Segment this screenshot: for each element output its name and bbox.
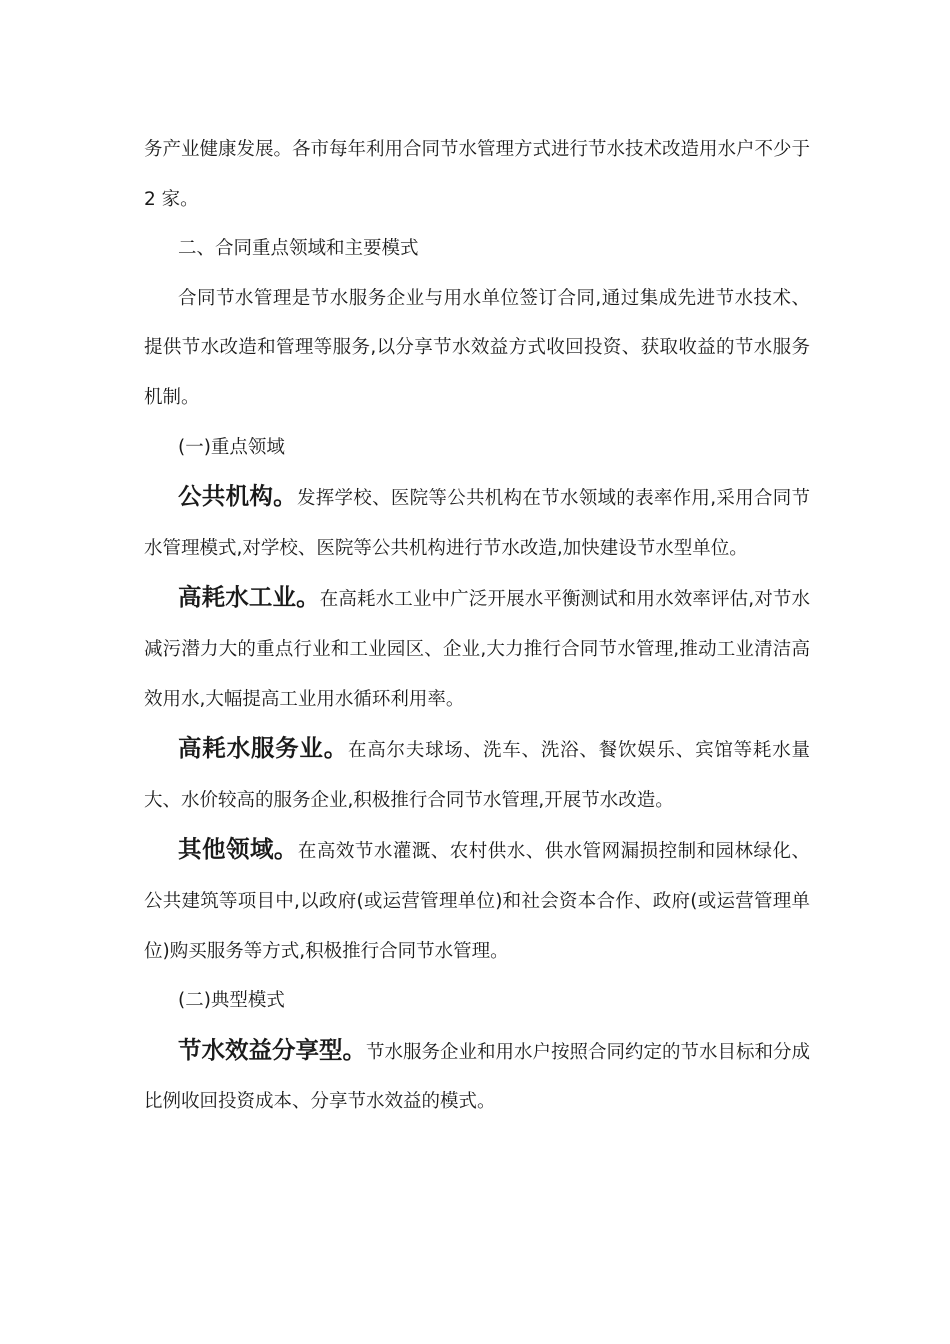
paragraph-public-institutions xyxy=(144,472,810,573)
paragraph-intro-continuation xyxy=(144,125,810,224)
paragraph-text: 在高耗水工业中广泛开展水平衡测试和用水效率评估,对节水减污潜力大的重点行业和工业园区、企业,大力推行合同节水管理,推动工业清洁高效用水,大幅提高工业用水循环利用率。 xyxy=(144,589,811,710)
paragraph-high-water-services xyxy=(144,724,810,825)
subheading-key-areas xyxy=(144,423,810,473)
paragraph-text: (一)重点领域 xyxy=(178,436,285,458)
paragraph-text: 节水服务企业和用水户按照合同约定的节水目标和分成比例收回投资成本、分享节水效益的模式。 xyxy=(144,1041,811,1113)
paragraph-text: 在高尔夫球场、洗车、洗浴、餐饮娱乐、宾馆等耗水量大、水价较高的服务企业,积极推行合同节水管理,开展节水改造。 xyxy=(144,740,810,811)
paragraph-lead-title: 高耗水服务业。 xyxy=(178,734,348,763)
paragraph-definition xyxy=(144,274,810,423)
paragraph-lead-title: 公共机构。 xyxy=(178,482,297,511)
paragraph-benefit-sharing-model xyxy=(144,1026,810,1127)
paragraph-text: 二、合同重点领域和主要模式 xyxy=(178,238,419,260)
paragraph-text: 发挥学校、医院等公共机构在节水领域的表率作用,采用合同节水管理模式,对学校、医院等公共机构进行节水改造,加快建设节水型单位。 xyxy=(144,488,811,559)
paragraph-high-water-industry xyxy=(144,573,810,724)
document-body xyxy=(144,125,810,1127)
paragraph-text: 合同节水管理是节水服务企业与用水单位签订合同,通过集成先进节水技术、提供节水改造和管理等服务,以分享节水效益方式收回投资、获取收益的节水服务机制。 xyxy=(144,287,810,408)
paragraph-text: 务产业健康发展。各市每年利用合同节水管理方式进行节水技术改造用水户不少于 2 家。 xyxy=(144,139,811,210)
paragraph-text: 在高效节水灌溉、农村供水、供水管网漏损控制和园林绿化、公共建筑等项目中,以政府(或运营管理单位)和社会资本合作、政府(或运营管理单位)购买服务等方式,积极推行合同节水管理。 xyxy=(144,841,810,962)
subheading-typical-models xyxy=(144,976,810,1026)
section-heading-key-areas-and-models xyxy=(144,224,810,274)
paragraph-other-areas xyxy=(144,825,810,976)
paragraph-lead-title: 高耗水工业。 xyxy=(178,583,320,612)
paragraph-lead-title: 节水效益分享型。 xyxy=(178,1035,366,1064)
paragraph-lead-title: 其他领域。 xyxy=(178,835,298,864)
paragraph-text: (二)典型模式 xyxy=(178,990,285,1012)
